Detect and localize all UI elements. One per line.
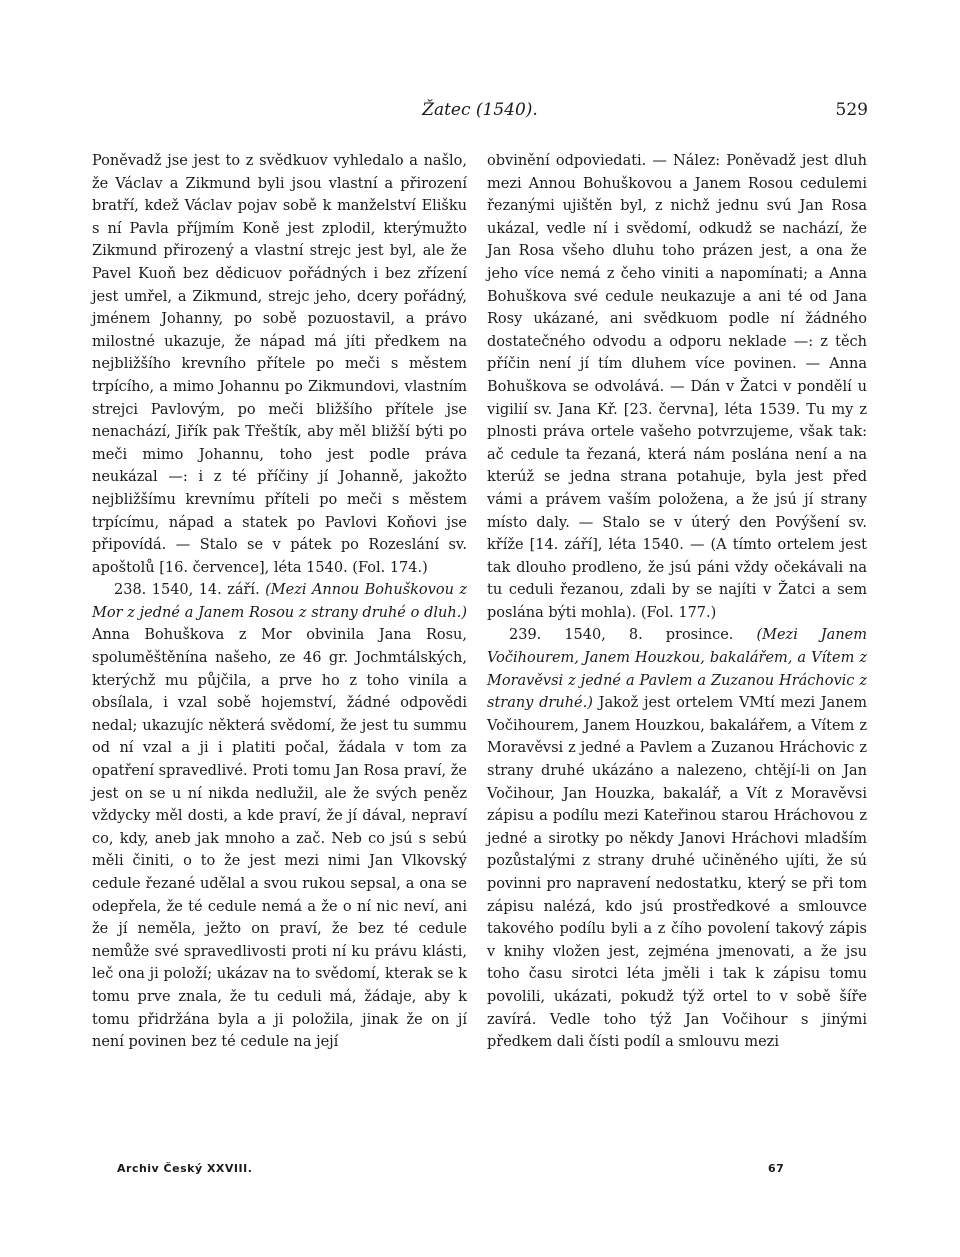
paragraph-238-continuation: obvinění odpoviedati. — Nález: Poněvadž jest dluh mezi Annou Bohuškovou a Janem Rosou cedulemi řezanými ujištěn byl, z nichž jednu svú Jan Rosa ukázal, vedle ní i svědomí, odkudž se nachází, že Jan Rosa všeho dluhu toho prázen jest, a ona že jeho více nemá z čeho viniti a napomínati; a Anna Bohuškova své cedule neukazuje a ani té od Jana Rosy ukázané, ani svědkuom podle ní žádného dostatečného odvodu a odporu neklade —: z těch příčin není jí tím dluhem více povinen. — Anna Bohuškova se odvolává. — Dán v Žatci v pondělí u vigilií sv. Jana Kř. [23. června], léta 1539. Tu my z plnosti práva ortele vašeho potvrzujeme, však tak: ač cedule ta řezaná, která nám poslána není a na kterúž se jedna strana potahuje, byla jest před vámi a právem vaším položena, a že jsú jí strany místo daly. — Stalo se v úterý den Povýšení sv. kříže [14. září], léta 1540. — (A tímto ortelem jest tak dlouho prodleno, že jsú páni vždy očekávali na tu ceduli řezanou, zdali by se najíti v Žatci a sem poslána býti mohla). (Fol. 177.) [487,153,867,621]
paragraph-verdict-237: Poněvadž jse jest to z svědkuov vyhledalo a našlo, že Václav a Zikmund byli jsou vlastní a přirození bratří, kdež Václav pojav sobě k manželství Elišku s ní Pavla příjmím Koně jest zplodil, kterýmužto Zikmund přirozený a vlastní strejc jest byl, ale že Pavel Kuoň bez dědicuov pořádných i bez zřízení jest umřel, a Zikmund, strejc jeho, dcery pořádný, jménem Johanny, po sobě pozuostavil, a právo milostné ukazuje, že nápad má jíti předkem na nejbližšího krevního přítele po meči s městem trpícího, a mimo Johannu po Zikmundovi, vlastním strejci Pavlovým, po meči bližšího přítele jse nenachází, Jiřík pak Třeštík, aby měl bližší býti po meči mimo Johannu, toho jest podle práva neukázal —: i z té příčiny jí Johanně, jakožto nejbližšímu krevnímu příteli po meči s městem trpícímu, nápad a statek po Pavlovi Koňovi jse připovídá. — Stalo se v pátek po Rozeslání sv. apoštolů [16. července], léta 1540. (Fol. 174.) [92,153,467,576]
page-number: 529 [835,100,868,120]
left-column [92,150,467,1054]
footer-sheet-number: 67 [768,1162,785,1175]
footer-signature: Archiv Český XXVIII. [117,1162,253,1175]
entry-238-title: (Mezi Annou Bohuškovou z Mor z jedné a Janem Rosou z strany druhé o dluh.) [92,582,467,621]
entry-239-title: (Mezi Janem Vočihourem, Janem Houzkou, bakalářem, a Vítem z Moravěvsi z jedné a Pavlem a Zuzanou Hráchovic z strany druhé.) [487,627,867,712]
right-column [487,150,867,1054]
entry-238-body: Anna Bohuškova z Mor obvinila Jana Rosu, spoluměštěnína našeho, ze 46 gr. Jochmtálských, kterýchž mu půjčila, a prve ho z toho vinila a obsílala, i vzal sobě hojemství, žádné odpovědi nedal; ukazujíc některá svědomí, že jest tu summu od ní vzal a ji i platiti počal, žádala v tom za opatření spravedlivé. Proti tomu Jan Rosa praví, že jest on se u ní nikda nedlužil, ale že svých peněz vždycky měl dosti, a kde praví, že jí dával, nepraví co, kdy, aneb jak mnoho a zač. Neb co jsú s sebú měli činiti, o to že jest mezi nimi Jan Vlkovský cedule řezané udělal a svou rukou sepsal, a ona se odepřela, že té cedule nemá a že o ní nic neví, ani že jí neměla, ježto on praví, že bez té cedule nemůže své spravedlivosti proti ní ku právu klásti, leč ona ji položí; ukázav na to svědomí, kterak se k tomu prve znala, že tu ceduli má, žádaje, aby k tomu přidržána byla a ji položila, jinak že on jí není povinen bez té cedule na její [92,627,467,1051]
entry-238-number: 238. 1540, 14. září. [114,582,260,599]
entry-239 [487,624,867,1053]
entry-238 [92,579,467,1053]
running-title: Žatec (1540). [422,100,538,120]
entry-239-body: Jakož jest ortelem VMtí mezi Janem Vočihourem, Janem Houzkou, bakalářem, a Vítem z Moravěvsi z jedné a Pavlem a Zuzanou Hráchovic z strany druhé ukázáno a nalezeno, chtějí-li on Jan Vočihour, Jan Houzka, bakalář, a Vít z Moravěvsi zápisu a podílu mezi Kateřinou starou Hráchovou z jedné a sirotky po někdy Janovi Hráchovi mladším pozůstalými z strany druhé učiněného ujíti, že sú povinni pro napravení nedostatku, který se při tom zápisu nalézá, kdo jsú prostředkové a smlouvce takového podílu byli a z čího povolení takový zápis v knihy vložen jest, zejména jmenovati, a že jsu toho času sirotci léta jměli i tak k zápisu tomu povolili, ukázati, pokudž týž ortel to v sobě šíře zavírá. Vedle toho týž Jan Vočihour s jinými předkem dali čísti podíl a smlouvu mezi [487,695,867,1051]
entry-239-number: 239. 1540, 8. prosince. [509,627,734,644]
page-header [92,100,868,130]
